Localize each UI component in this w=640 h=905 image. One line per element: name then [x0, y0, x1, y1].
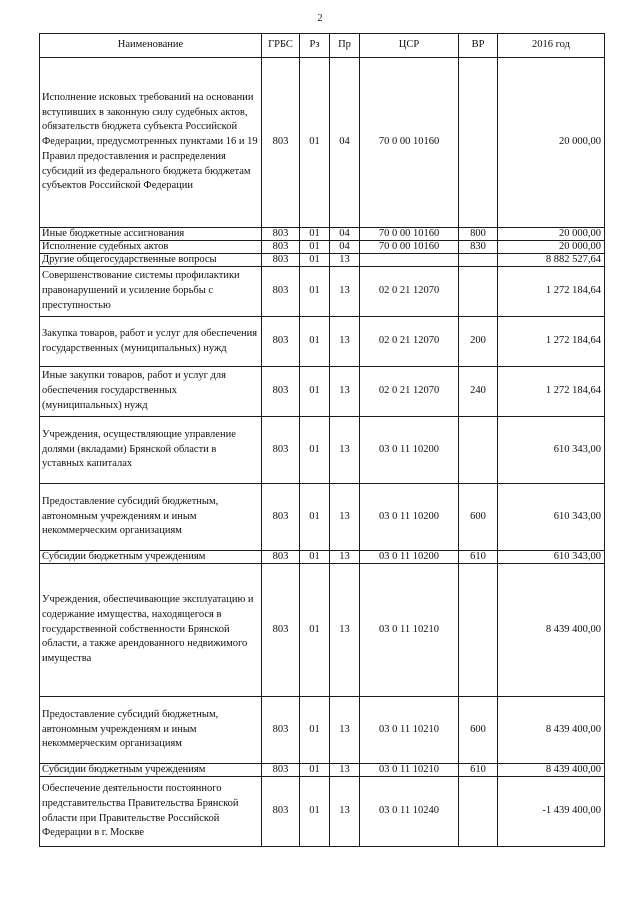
cell-pr: 13	[330, 697, 360, 764]
cell-grbs: 803	[262, 254, 300, 267]
cell-rz: 01	[300, 58, 330, 228]
cell-grbs: 803	[262, 317, 300, 367]
cell-csr: 02 0 21 12070	[360, 317, 459, 367]
table-row	[40, 228, 605, 241]
cell-csr: 02 0 21 12070	[360, 367, 459, 417]
cell-amount: -1 439 400,00	[498, 777, 605, 847]
cell-grbs: 803	[262, 551, 300, 564]
cell-pr: 13	[330, 764, 360, 777]
cell-amount: 1 272 184,64	[498, 317, 605, 367]
cell-grbs: 803	[262, 228, 300, 241]
cell-rz: 01	[300, 777, 330, 847]
cell-name: Другие общегосударственные вопросы	[40, 254, 262, 267]
cell-name: Обеспечение деятельности постоянного представительства Правительства Брянской области при Правительстве Российской Федерации в г. Москве	[40, 777, 262, 847]
cell-rz: 01	[300, 697, 330, 764]
cell-name: Субсидии бюджетным учреждениям	[40, 764, 262, 777]
cell-vr: 600	[459, 697, 498, 764]
table-row	[40, 564, 605, 697]
cell-name: Учреждения, обеспечивающие эксплуатацию и содержание имущества, находящегося в государственной собственности Брянской области, а также арендованного недвижимого имущества	[40, 564, 262, 697]
cell-amount: 610 343,00	[498, 484, 605, 551]
cell-pr: 13	[330, 484, 360, 551]
cell-csr: 02 0 21 12070	[360, 267, 459, 317]
cell-name: Иные бюджетные ассигнования	[40, 228, 262, 241]
table-row	[40, 551, 605, 564]
cell-rz: 01	[300, 267, 330, 317]
table-row	[40, 777, 605, 847]
header-year: 2016 год	[498, 34, 605, 58]
cell-csr: 03 0 11 10200	[360, 551, 459, 564]
table-row	[40, 697, 605, 764]
table-row	[40, 58, 605, 228]
cell-vr: 610	[459, 764, 498, 777]
cell-grbs: 803	[262, 764, 300, 777]
cell-amount: 20 000,00	[498, 228, 605, 241]
cell-name: Совершенствование системы профилактики правонарушений и усиление борьбы с преступностью	[40, 267, 262, 317]
cell-csr: 70 0 00 10160	[360, 58, 459, 228]
cell-rz: 01	[300, 254, 330, 267]
cell-pr: 13	[330, 267, 360, 317]
cell-vr	[459, 564, 498, 697]
cell-pr: 13	[330, 777, 360, 847]
cell-rz: 01	[300, 764, 330, 777]
cell-csr: 03 0 11 10200	[360, 417, 459, 484]
table-row	[40, 367, 605, 417]
cell-amount: 20 000,00	[498, 241, 605, 254]
header-rz: Рз	[300, 34, 330, 58]
cell-pr: 13	[330, 551, 360, 564]
cell-pr: 04	[330, 58, 360, 228]
cell-name: Предоставление субсидий бюджетным, автономным учреждениям и иным некоммерческим организациям	[40, 484, 262, 551]
cell-amount: 8 439 400,00	[498, 564, 605, 697]
cell-amount: 1 272 184,64	[498, 267, 605, 317]
table-row	[40, 764, 605, 777]
table-row	[40, 254, 605, 267]
table-row	[40, 484, 605, 551]
cell-amount: 1 272 184,64	[498, 367, 605, 417]
cell-csr	[360, 254, 459, 267]
cell-name: Предоставление субсидий бюджетным, автономным учреждениям и иным некоммерческим организациям	[40, 697, 262, 764]
cell-amount: 8 439 400,00	[498, 764, 605, 777]
cell-csr: 03 0 11 10240	[360, 777, 459, 847]
cell-rz: 01	[300, 417, 330, 484]
cell-grbs: 803	[262, 367, 300, 417]
header-pr: Пр	[330, 34, 360, 58]
cell-rz: 01	[300, 228, 330, 241]
cell-vr: 200	[459, 317, 498, 367]
cell-rz: 01	[300, 551, 330, 564]
cell-pr: 13	[330, 564, 360, 697]
cell-pr: 13	[330, 317, 360, 367]
cell-csr: 70 0 00 10160	[360, 228, 459, 241]
cell-name: Исполнение судебных актов	[40, 241, 262, 254]
cell-vr: 800	[459, 228, 498, 241]
header-name: Наименование	[40, 34, 262, 58]
cell-amount: 610 343,00	[498, 551, 605, 564]
cell-rz: 01	[300, 241, 330, 254]
cell-rz: 01	[300, 484, 330, 551]
cell-name: Субсидии бюджетным учреждениям	[40, 551, 262, 564]
table-body	[40, 58, 605, 847]
cell-rz: 01	[300, 367, 330, 417]
budget-table	[39, 33, 605, 847]
table-row	[40, 241, 605, 254]
cell-amount: 20 000,00	[498, 58, 605, 228]
cell-csr: 70 0 00 10160	[360, 241, 459, 254]
cell-name: Исполнение исковых требований на основании вступивших в законную силу судебных актов, обязательств бюджета субъекта Российской Федерации, предусмотренных пунктами 16 и 19 Правил предоставления и распределения субсидий из федерального бюджета бюджетам субъектов Российской Федерации	[40, 58, 262, 228]
header-grbs: ГРБС	[262, 34, 300, 58]
cell-pr: 13	[330, 367, 360, 417]
cell-csr: 03 0 11 10210	[360, 564, 459, 697]
cell-vr	[459, 58, 498, 228]
cell-vr	[459, 254, 498, 267]
cell-grbs: 803	[262, 267, 300, 317]
cell-pr: 13	[330, 254, 360, 267]
cell-pr: 04	[330, 241, 360, 254]
cell-vr	[459, 777, 498, 847]
cell-rz: 01	[300, 564, 330, 697]
page-number: 2	[317, 13, 323, 24]
cell-grbs: 803	[262, 777, 300, 847]
cell-name: Закупка товаров, работ и услуг для обеспечения государственных (муниципальных) нужд	[40, 317, 262, 367]
cell-amount: 610 343,00	[498, 417, 605, 484]
cell-pr: 04	[330, 228, 360, 241]
cell-vr	[459, 417, 498, 484]
cell-csr: 03 0 11 10210	[360, 764, 459, 777]
cell-vr: 600	[459, 484, 498, 551]
cell-rz: 01	[300, 317, 330, 367]
table-row	[40, 317, 605, 367]
header-csr: ЦСР	[360, 34, 459, 58]
header-vr: ВР	[459, 34, 498, 58]
table-row	[40, 417, 605, 484]
cell-csr: 03 0 11 10200	[360, 484, 459, 551]
table-header-row	[40, 34, 605, 58]
cell-grbs: 803	[262, 417, 300, 484]
cell-grbs: 803	[262, 564, 300, 697]
cell-csr: 03 0 11 10210	[360, 697, 459, 764]
cell-vr: 610	[459, 551, 498, 564]
cell-vr: 830	[459, 241, 498, 254]
cell-amount: 8 439 400,00	[498, 697, 605, 764]
cell-grbs: 803	[262, 241, 300, 254]
cell-name: Учреждения, осуществляющие управление долями (вкладами) Брянской области в уставных капиталах	[40, 417, 262, 484]
cell-grbs: 803	[262, 697, 300, 764]
table-row	[40, 267, 605, 317]
cell-vr	[459, 267, 498, 317]
cell-grbs: 803	[262, 58, 300, 228]
cell-vr: 240	[459, 367, 498, 417]
cell-grbs: 803	[262, 484, 300, 551]
cell-pr: 13	[330, 417, 360, 484]
cell-name: Иные закупки товаров, работ и услуг для обеспечения государственных (муниципальных) нужд	[40, 367, 262, 417]
cell-amount: 8 882 527,64	[498, 254, 605, 267]
